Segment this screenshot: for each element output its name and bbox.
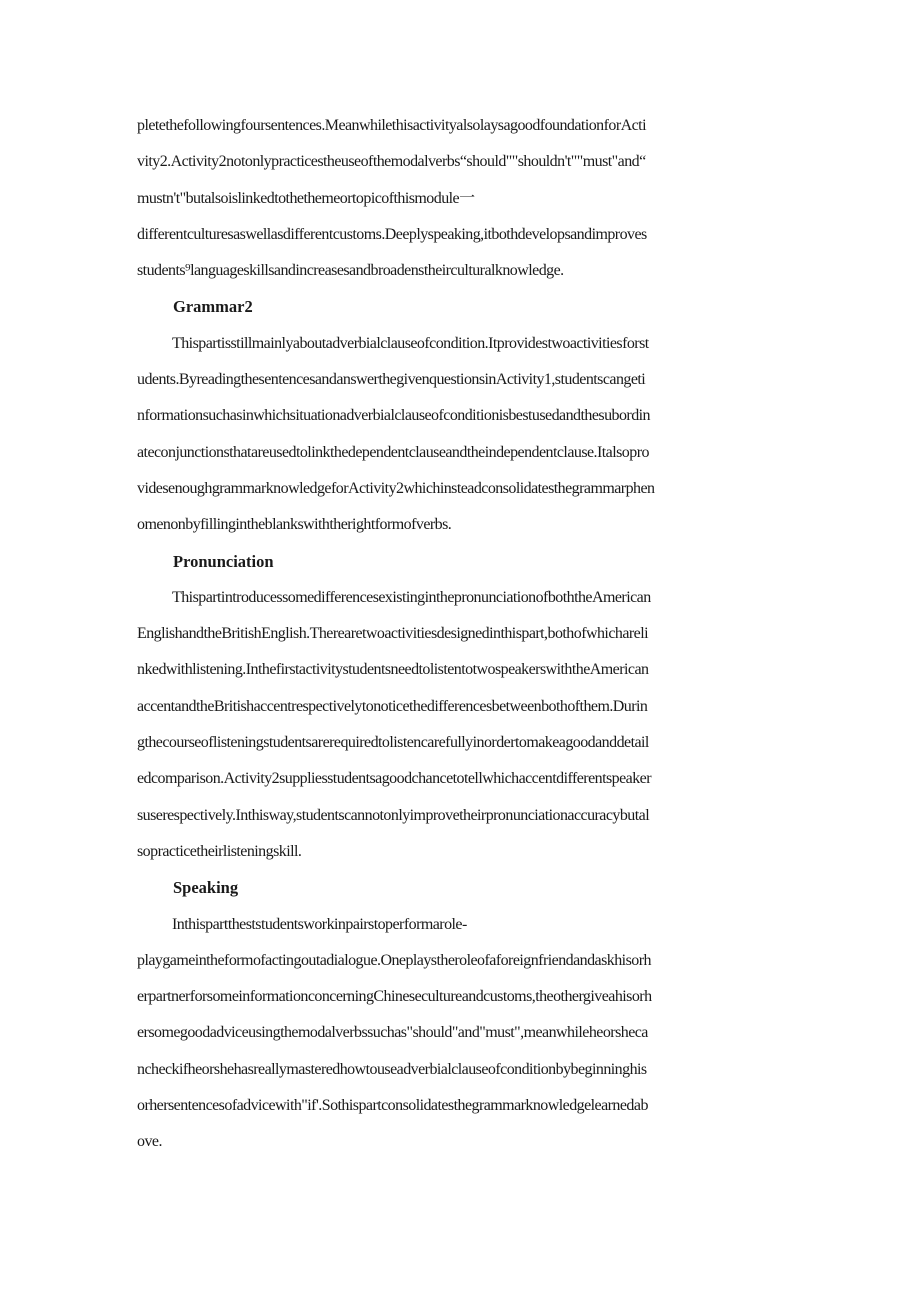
section-heading-grammar2: Grammar2 [173, 297, 253, 317]
text-line: differentculturesaswellasdifferentcustoms.Deeplyspeaking,itbothdevelopsandimproves [137, 225, 647, 243]
section-heading-speaking: Speaking [173, 878, 239, 898]
text-line: vity2.Activity2notonlypracticestheuseofthemodalverbs“should""shouldn't""must"and“ [137, 153, 646, 171]
section-heading-pronunciation: Pronunciation [173, 551, 274, 571]
text-line: ThispartintroducessomedifferencesexistinginthepronunciationofboththeAmerican [172, 588, 651, 606]
text-line: omenonbyfillingintheblankswiththerightformofverbs. [137, 516, 452, 534]
text-line: Inthisparttheststudentsworkinpairstoperformarole- [172, 915, 467, 933]
text-line: accentandtheBritishaccentrespectivelytonoticethedifferencesbetweenbothofthem.Durin [137, 697, 648, 715]
text-line: videsenoughgrammarknowledgeforActivity2whichinsteadconsolidatesthegrammarphen [137, 479, 655, 497]
text-line: udents.ByreadingthesentencesandanswerthegivenquestionsinActivity1,studentscangeti [137, 371, 646, 389]
text-line: ncheckifheorshehasreallymasteredhowtouseadverbialclauseofconditionbybeginninghis [137, 1060, 647, 1078]
text-line: edcomparison.Activity2suppliesstudentsagoodchancetotellwhichaccentdifferentspeaker [137, 770, 651, 788]
text-line: playgameintheformofactingoutadialogue.Oneplaystheroleofaforeignfriendandaskhisorh [137, 951, 651, 969]
paragraph-activity-overview [137, 108, 787, 289]
text-line: ersomegoodadviceusingthemodalverbssuchas"should"and"must",meanwhileheorsheca [137, 1024, 648, 1042]
text-line: erpartnerforsomeinformationconcerningChinesecultureandcustoms,theothergiveahisorh [137, 988, 652, 1006]
text-line: nformationsuchasinwhichsituationadverbialclauseofconditionisbestusedandthesubordin [137, 407, 650, 425]
text-line: mustn't"butalsoislinkedtothethemeortopicofthismodule一 [137, 189, 475, 207]
text-line: gthecourseoflisteningstudentsarerequiredtolistencarefullyinordertomakeagoodanddetail [137, 734, 649, 752]
text-line: pletethefollowingfoursentences.MeanwhilethisactivityalsolaysagoodfoundationforActi [137, 117, 646, 134]
document-page [137, 108, 787, 1161]
text-line: EnglishandtheBritishEnglish.Therearetwoactivitiesdesignedinthispart,bothofwhichareli [137, 625, 648, 643]
text-line: suserespectively.Inthisway,studentscannotonlyimprovetheirpronunciationaccuracybutal [137, 806, 650, 824]
text-line: students⁹languageskillsandincreasesandbroadenstheirculturalknowledge. [137, 262, 564, 280]
paragraph-speaking [137, 907, 787, 1161]
text-line: ove. [137, 1133, 162, 1151]
text-line: ateconjunctionsthatareusedtolinkthedependentclauseandtheindependentclause.Italsopro [137, 443, 649, 461]
text-line: orhersentencesofadvicewith"if'.Sothispartconsolidatesthegrammarknowledgelearnedab [137, 1097, 648, 1115]
text-line: nkedwithlistening.InthefirstactivitystudentsneedtolistentotwospeakerswiththeAmerican [137, 661, 649, 679]
text-line: sopracticetheirlisteningskill. [137, 842, 302, 860]
paragraph-pronunciation [137, 580, 787, 870]
paragraph-grammar2 [137, 326, 787, 544]
text-line: Thispartisstillmainlyaboutadverbialclauseofcondition.Itprovidestwoactivitiesforst [172, 334, 649, 352]
